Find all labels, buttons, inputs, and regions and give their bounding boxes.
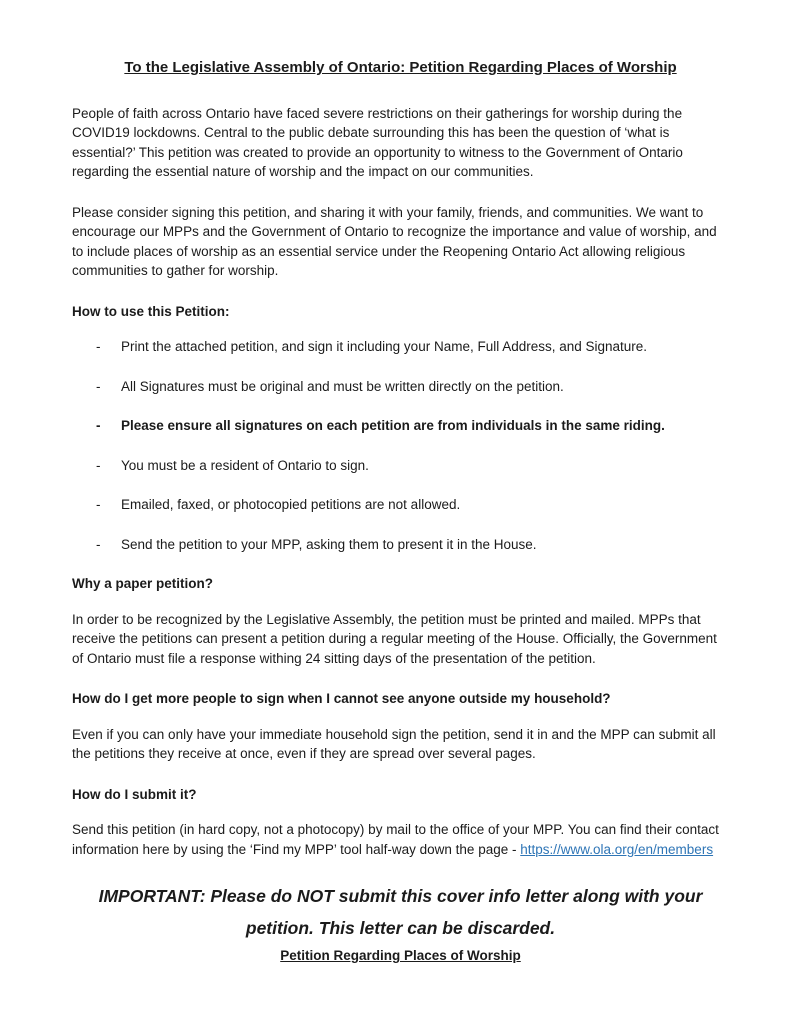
- bullet-item-send-to-mpp: [72, 535, 729, 555]
- bullet-text: Emailed, faxed, or photocopied petitions are not allowed.: [121, 497, 461, 512]
- submit-paragraph-text: Send this petition (in hard copy, not a photocopy) by mail to the office of your MPP. You can find their contact information here by using the ‘Find my MPP’ tool half-way down the page -: [72, 822, 719, 857]
- bullet-dash: -: [96, 339, 101, 354]
- heading-why-paper-petition: Why a paper petition?: [72, 576, 214, 591]
- ola-members-link[interactable]: https://www.ola.org/en/members: [520, 841, 714, 857]
- intro-paragraph-1: People of faith across Ontario have faced severe restrictions on their gatherings for worship during the COVID19 lockdowns. Central to the public debate surrounding this has been the question of ‘what is essential?’ This petition was created to provide an opportunity to witness to the Government of Ontario regarding the essential nature of worship and the impact on our communities.: [72, 105, 683, 179]
- bullet-item-original-signatures: [72, 377, 729, 397]
- bullet-dash: -: [96, 378, 101, 394]
- document-title: To the Legislative Assembly of Ontario: Petition Regarding Places of Worship: [124, 59, 677, 76]
- bullet-item-same-riding: [72, 416, 729, 436]
- heading-more-people: How do I get more people to sign when I cannot see anyone outside my household?: [72, 691, 611, 706]
- bullet-item-no-copies: [72, 495, 729, 515]
- bullet-text: You must be a resident of Ontario to sign.: [121, 457, 369, 473]
- bullet-dash: -: [96, 497, 101, 512]
- bullet-text: Print the attached petition, and sign it including your Name, Full Address, and Signature.: [121, 339, 648, 354]
- heading-how-to-submit: How do I submit it?: [72, 786, 197, 802]
- submit-paragraph: [72, 820, 729, 859]
- bullet-list: [72, 337, 729, 554]
- intro-paragraph-2: Please consider signing this petition, and sharing it with your family, friends, and communities. We want to encourage our MPPs and the Government of Ontario to recognize the importance and value of worship, and to include places of worship as an essential service under the Reopening Ontario Act allowing religious communities to gather for worship.: [72, 204, 717, 278]
- why-paper-paragraph: In order to be recognized by the Legislative Assembly, the petition must be printed and mailed. MPPs that receive the petitions can present a petition during a regular meeting of the House. Officially, the Government of Ontario must file a response withing 24 sitting days of the presentation of the petition.: [72, 611, 717, 666]
- bullet-dash: -: [96, 418, 101, 433]
- bullet-text: Please ensure all signatures on each petition are from individuals in the same riding.: [121, 418, 665, 433]
- heading-how-to-use-petition: How to use this Petition:: [72, 303, 230, 319]
- bullet-dash: -: [96, 457, 101, 473]
- more-people-paragraph: Even if you can only have your immediate household sign the petition, send it in and the MPP can submit all the petitions they receive at once, even if they are spread over several pages.: [72, 726, 716, 761]
- bullet-text: All Signatures must be original and must be written directly on the petition.: [121, 378, 564, 394]
- bullet-item-ontario-resident: [72, 456, 729, 476]
- bullet-dash: -: [96, 536, 101, 552]
- bullet-text: Send the petition to your MPP, asking them to present it in the House.: [121, 536, 537, 552]
- bullet-item-print: [72, 337, 729, 357]
- important-notice: IMPORTANT: Please do NOT submit this cover info letter along with your petition. This letter can be discarded.: [98, 886, 703, 938]
- footer-title: Petition Regarding Places of Worship: [280, 948, 521, 963]
